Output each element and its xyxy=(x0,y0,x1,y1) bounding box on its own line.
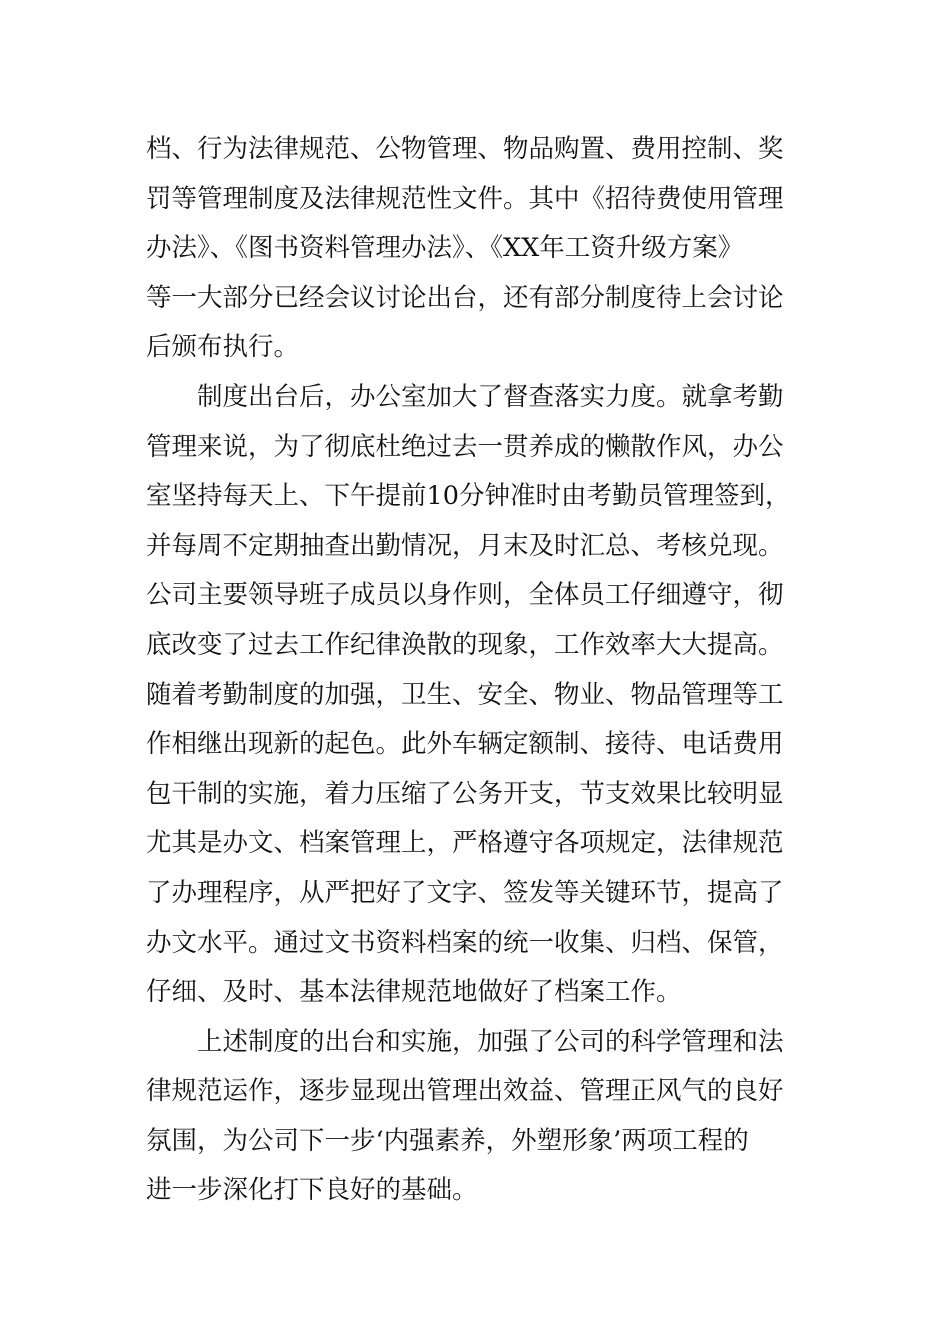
paragraph-1-line-4: 等一大部分已经会议讨论出台，还有部分制度待上会讨论 xyxy=(146,282,784,313)
paragraph-3-line-3: 氛围，为公司下一步‘内强素养，外塑形象’两项工程的 xyxy=(146,1125,749,1156)
paragraph-2-line-13: 仔细、及时、基本法律规范地做好了档案工作。 xyxy=(146,977,682,1008)
paragraph-2-line-1: 制度出台后，办公室加大了督查落实力度。就拿考勤 xyxy=(197,381,784,412)
paragraph-2-line-5: 公司主要领导班子成员以身作则，全体员工仔细遵守，彻 xyxy=(146,580,784,611)
paragraph-2-line-10: 尤其是办文、档案管理上，严格遵守各项规定，法律规范 xyxy=(146,828,784,859)
paragraph-1-line-2: 罚等管理制度及法律规范性文件。其中《招待费使用管理 xyxy=(146,183,784,214)
paragraph-3-line-4: 进一步深化打下良好的基础。 xyxy=(146,1175,478,1206)
paragraph-3-line-1: 上述制度的出台和实施，加强了公司的科学管理和法 xyxy=(197,1026,784,1057)
paragraph-1-line-3: 办法》、《图书资料管理办法》、《XX年工资升级方案》 xyxy=(146,233,744,264)
paragraph-3-line-2: 律规范运作，逐步显现出管理出效益、管理正风气的良好 xyxy=(146,1076,784,1107)
document-body xyxy=(146,125,816,1216)
paragraph-2-line-2: 管理来说，为了彻底杜绝过去一贯养成的懒散作风，办公 xyxy=(146,431,784,462)
paragraph-2-line-6: 底改变了过去工作纪律涣散的现象，工作效率大大提高。 xyxy=(146,629,784,660)
paragraph-2-line-3: 室坚持每天上、下午提前10分钟准时由考勤员管理签到， xyxy=(146,481,791,512)
paragraph-2-line-12: 办文水平。通过文书资料档案的统一收集、归档、保管， xyxy=(146,927,784,958)
paragraph-2-line-8: 作相继出现新的起色。此外车辆定额制、接待、电话费用 xyxy=(146,729,784,760)
paragraph-2-line-9: 包干制的实施，着力压缩了公务开支，节支效果比较明显 xyxy=(146,778,784,809)
paragraph-2-line-11: 了办理程序，从严把好了文字、签发等关键环节，提高了 xyxy=(146,877,784,908)
paragraph-2-line-4: 并每周不定期抽查出勤情况，月末及时汇总、考核兑现。 xyxy=(146,530,784,561)
paragraph-2-line-7: 随着考勤制度的加强，卫生、安全、物业、物品管理等工 xyxy=(146,679,784,710)
paragraph-1-line-1: 档、行为法律规范、公物管理、物品购置、费用控制、奖 xyxy=(146,134,784,164)
paragraph-1-line-5: 后颁布执行。 xyxy=(146,332,300,363)
